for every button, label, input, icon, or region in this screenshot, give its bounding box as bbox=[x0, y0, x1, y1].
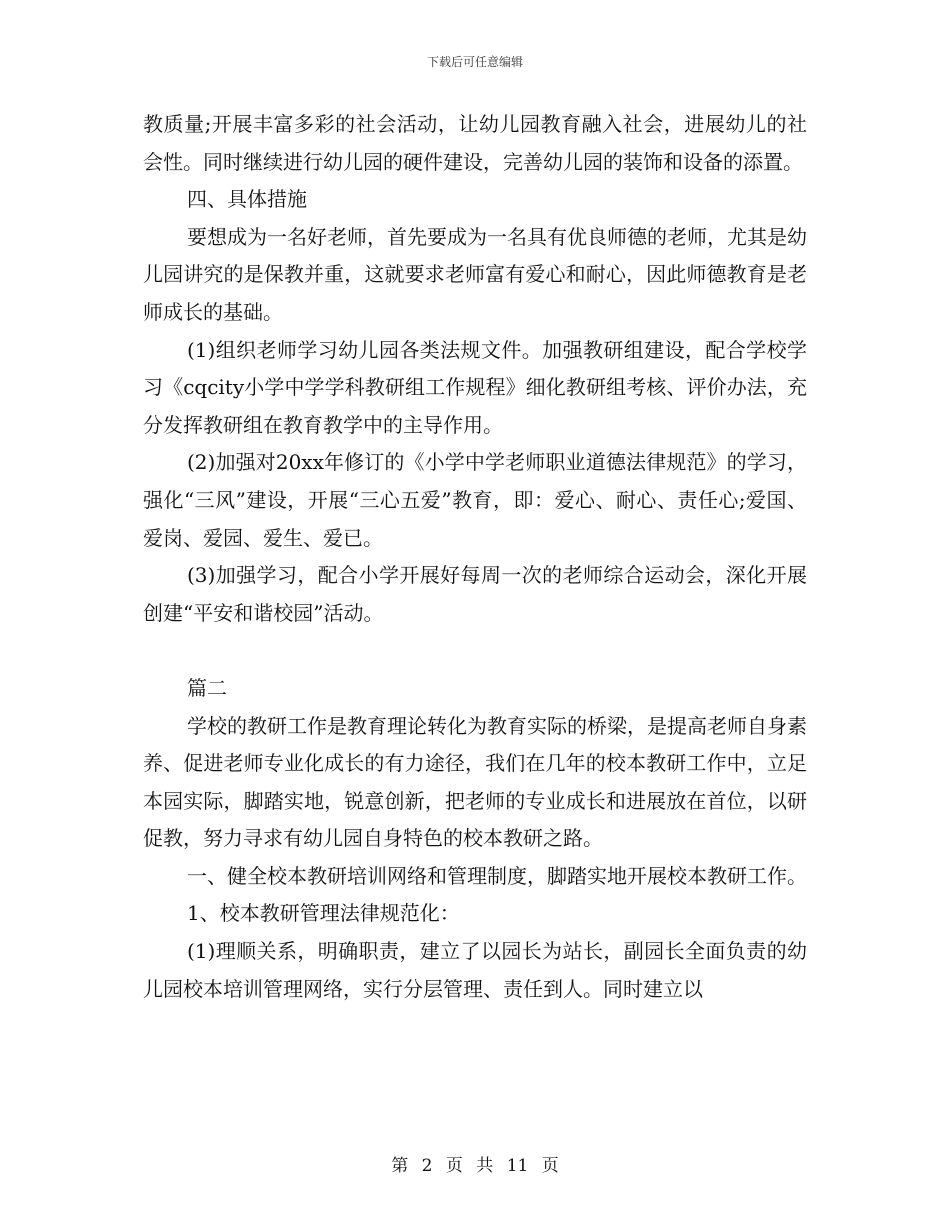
subsection-heading: 1、校本教研管理法律规范化： bbox=[187, 901, 460, 926]
paragraph-continued: 教质量;开展丰富多彩的社会活动，让幼儿园教育融入社会，进展幼儿的社会性。同时继续进行幼儿园的硬件建设，完善幼儿园的装饰和设备的添置。 bbox=[143, 112, 807, 174]
section-title-part-two: 篇二 bbox=[187, 675, 227, 700]
paragraph: 学校的教研工作是教育理论转化为教育实际的桥梁，是提高老师自身素养、促进老师专业化成长的有力途径，我们在几年的校本教研工作中，立足本园实际，脚踏实地，锐意创新，把老师的专业成长和进展放在首位，以研促教，努力寻求有幼儿园自身特色的校本教研之路。 bbox=[143, 713, 807, 851]
list-item: (1)组织老师学习幼儿园各类法规文件。加强教研组建设，配合学校学习《cqcity小学中学学科教研组工作规程》细化教研组考核、评价办法，充分发挥教研组在教育教学中的主导作用。 bbox=[143, 337, 807, 437]
section-heading: 一、健全校本教研培训网络和管理制度，脚踏实地开展校本教研工作。 bbox=[187, 863, 807, 888]
page-number-footer: 第 2 页 共 11 页 bbox=[391, 1156, 559, 1176]
section-heading-measures: 四、具体措施 bbox=[187, 187, 307, 212]
list-item: (3)加强学习，配合小学开展好每周一次的老师综合运动会，深化开展创建“平安和谐校园”活动。 bbox=[143, 563, 807, 625]
paragraph: 要想成为一名好老师，首先要成为一名具有优良师德的老师，尤其是幼儿园讲究的是保教并重，这就要求老师富有爱心和耐心，因此师德教育是老师成长的基础。 bbox=[143, 224, 807, 324]
document-body bbox=[143, 106, 807, 1008]
blank-line bbox=[143, 632, 807, 670]
page-header: 下载后可任意编辑 bbox=[426, 55, 523, 69]
list-item: (2)加强对20xx年修订的《小学中学老师职业道德法律规范》的学习，强化“三风”建设，开展“三心五爱”教育，即：爱心、耐心、责任心;爱国、爱岗、爱园、爱生、爱已。 bbox=[143, 450, 807, 550]
list-item: (1)理顺关系，明确职责，建立了以园长为站长，副园长全面负责的幼儿园校本培训管理网络，实行分层管理、责任到人。同时建立以 bbox=[143, 939, 807, 1001]
